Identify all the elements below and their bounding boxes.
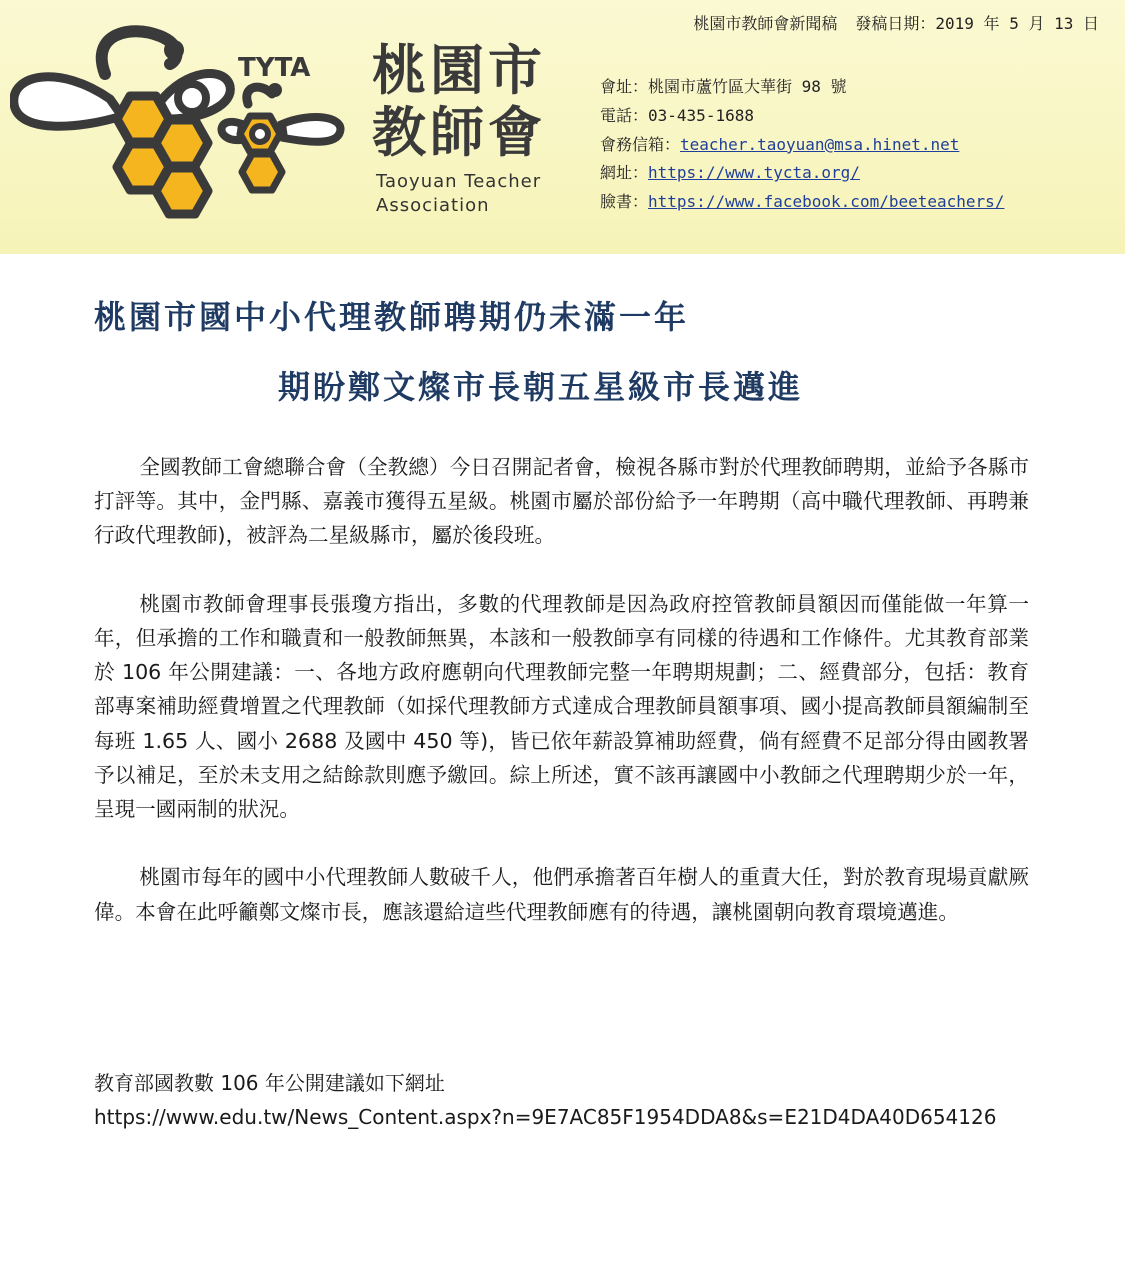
article-paragraph: 桃園市教師會理事長張瓊方指出，多數的代理教師是因為政府控管教師員額因而僅能做一年算一年，但承擔的工作和職責和一般教師無異，本該和一般教師享有同樣的待遇和工作條件。尤其教育部業於 106 年公開建議：一、各地方政府應朝向代理教師完整一年聘期規劃；二、經費部分，包括：教育部專案補助經費增置之代理教師（如採代理教師方式達成合理教師員額事項、國小提高教師員額編制至每班 1.65 人、國小 2688 及國中 450 等)，皆已依年薪設算補助經費，倘有經費不足部分得由國教署予以補足，至於未支用之結餘款則應予繳回。綜上所述，實不該再讓國中小教師之代理聘期少於一年，呈現一國兩制的狀況。 bbox=[94, 591, 1029, 822]
org-name bbox=[372, 40, 572, 164]
address-value: 桃園市蘆竹區大華街 98 號 bbox=[648, 77, 847, 96]
release-date: 發稿日期：2019 年 5 月 13 日 bbox=[855, 14, 1099, 33]
phone-label: 電話： bbox=[600, 105, 649, 125]
article-body bbox=[94, 450, 1029, 963]
facebook-label: 臉書： bbox=[600, 192, 649, 212]
org-name-line1: 桃園市 bbox=[372, 39, 546, 102]
article-title-line2: 期盼鄭文燦市長朝五星級市長邁進 bbox=[278, 368, 804, 406]
contact-block bbox=[600, 73, 1004, 217]
org-name-en-line1: Taoyuan Teacher bbox=[376, 171, 542, 192]
reference-block bbox=[94, 1066, 996, 1134]
contact-phone bbox=[600, 102, 1004, 131]
article-paragraph: 全國教師工會總聯合會（全教總）今日召開記者會，檢視各縣市對於代理教師聘期，並給予各縣市打評等。其中，金門縣、嘉義市獲得五星級。桃園市屬於部份給予一年聘期（高中職代理教師、再聘兼行政代理教師)，被評為二星級縣市，屬於後段班。 bbox=[94, 455, 1029, 548]
org-name-en-line2: Association bbox=[376, 195, 490, 216]
contact-facebook bbox=[600, 188, 1004, 217]
press-release-line bbox=[693, 11, 1099, 34]
contact-website bbox=[600, 159, 1004, 188]
article-title-line1: 桃園市國中小代理教師聘期仍未滿一年 bbox=[94, 298, 690, 336]
org-name-line2: 教師會 bbox=[372, 101, 546, 164]
reference-label: 教育部國教數 106 年公開建議如下網址 bbox=[94, 1071, 445, 1095]
address-label: 會址： bbox=[600, 77, 649, 96]
contact-address bbox=[600, 73, 1004, 102]
reference-url-link[interactable]: https://www.edu.tw/News_Content.aspx?n=9E7AC85F1954DDA8&s=E21D4DA40D654126 bbox=[94, 1105, 997, 1129]
website-label: 網址： bbox=[600, 163, 649, 183]
email-link[interactable]: teacher.taoyuan@msa.hinet.net bbox=[680, 134, 960, 154]
press-label: 桃園市教師會新聞稿 bbox=[693, 14, 838, 33]
article-paragraph: 桃園市每年的國中小代理教師人數破千人，他們承擔著百年樹人的重責大任，對於教育現場貢獻厥偉。本會在此呼籲鄭文燦市長，應該還給這些代理教師應有的待遇，讓桃園朝向教育環境邁進。 bbox=[94, 865, 1029, 924]
facebook-link[interactable]: https://www.facebook.com/beeteachers/ bbox=[648, 192, 1005, 212]
email-label: 會務信箱： bbox=[600, 134, 681, 154]
contact-email bbox=[600, 131, 1004, 160]
phone-value: 03-435-1688 bbox=[648, 105, 754, 125]
website-link[interactable]: https://www.tycta.org/ bbox=[648, 163, 860, 183]
logo-wordmark: TYTA bbox=[238, 53, 311, 83]
bee-logo-icon bbox=[10, 24, 360, 224]
org-name-en bbox=[376, 170, 541, 218]
